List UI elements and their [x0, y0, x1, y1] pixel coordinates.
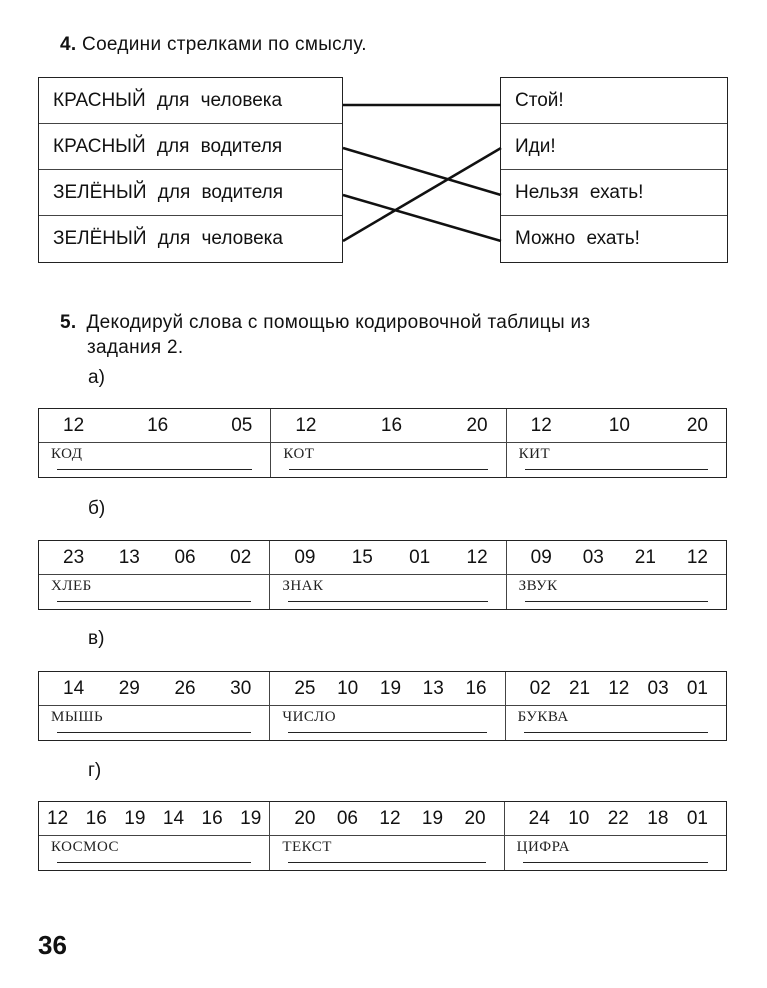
code-number: 03 — [647, 677, 669, 699]
code-numbers — [507, 541, 726, 575]
code-cell — [507, 409, 726, 477]
code-number: 20 — [294, 807, 316, 829]
answer-text[interactable]: ЧИСЛО — [282, 709, 337, 725]
code-numbers — [39, 409, 270, 443]
answer-text[interactable]: ТЕКСТ — [282, 839, 332, 855]
code-number: 12 — [47, 807, 69, 829]
answer-text[interactable]: ХЛЕБ — [51, 578, 92, 594]
code-numbers — [39, 541, 269, 575]
code-numbers — [505, 802, 726, 836]
code-number: 29 — [118, 677, 140, 699]
code-numbers — [270, 541, 505, 575]
answer-text[interactable]: ЦИФРА — [516, 839, 570, 855]
code-numbers — [270, 802, 503, 836]
code-number: 21 — [568, 677, 591, 699]
part-label: б) — [88, 498, 106, 519]
code-cell — [39, 409, 271, 477]
code-number: 10 — [568, 807, 590, 829]
code-number: 20 — [466, 414, 488, 436]
code-number: 12 — [530, 414, 552, 436]
code-number: 13 — [118, 546, 140, 568]
code-number: 22 — [607, 807, 629, 829]
connector-line — [343, 148, 501, 195]
code-number: 02 — [230, 546, 252, 568]
code-table — [38, 408, 727, 478]
code-number: 26 — [174, 677, 196, 699]
code-numbers — [506, 672, 726, 706]
code-number: 19 — [240, 807, 262, 829]
code-number: 15 — [351, 546, 373, 568]
code-number: 03 — [582, 546, 604, 568]
task5-instruction-line1: Декодируй слова с помощью кодировочной таблицы из — [86, 312, 591, 333]
answer-underline — [288, 601, 487, 602]
code-cell — [270, 541, 506, 609]
answer-text[interactable]: ЗНАК — [282, 578, 324, 594]
task5-number: 5. — [60, 312, 77, 333]
answer-text[interactable]: КОСМОС — [51, 839, 120, 855]
right-item-0[interactable]: Стой! — [501, 78, 727, 124]
code-number: 23 — [63, 546, 85, 568]
code-number: 01 — [686, 677, 708, 699]
code-number: 18 — [647, 807, 669, 829]
code-number: 19 — [124, 807, 146, 829]
code-number: 16 — [465, 677, 487, 699]
code-number: 13 — [422, 677, 444, 699]
answer-text[interactable]: КИТ — [518, 446, 551, 462]
answer-underline — [524, 732, 708, 733]
code-number: 01 — [686, 807, 708, 829]
code-number: 12 — [295, 414, 317, 436]
part-label: в) — [88, 628, 105, 649]
code-table — [38, 801, 727, 871]
code-number: 12 — [379, 807, 401, 829]
code-cell — [39, 802, 270, 870]
code-number: 12 — [608, 677, 630, 699]
code-table — [38, 671, 727, 741]
answer-text[interactable]: ЗВУК — [518, 578, 558, 594]
code-number: 02 — [529, 677, 551, 699]
code-number: 20 — [686, 414, 708, 436]
code-number: 06 — [336, 807, 358, 829]
answer-underline — [57, 862, 251, 863]
right-item-1[interactable]: Иди! — [501, 124, 727, 170]
right-item-2[interactable]: Нельзя ехать! — [501, 170, 727, 216]
code-number: 30 — [230, 677, 252, 699]
code-number: 24 — [528, 807, 550, 829]
code-number: 09 — [530, 546, 552, 568]
code-number: 20 — [464, 807, 486, 829]
left-item-3[interactable]: ЗЕЛЁНЫЙ для человека — [53, 228, 283, 249]
code-numbers — [270, 672, 504, 706]
code-number: 16 — [201, 807, 223, 829]
page-number: 36 — [38, 930, 67, 960]
task4-number: 4. — [60, 34, 77, 55]
code-cell — [271, 409, 506, 477]
answer-underline — [289, 469, 487, 470]
task4-instruction: Соедини стрелками по смыслу. — [82, 34, 367, 55]
code-number: 10 — [337, 677, 359, 699]
code-cell — [39, 672, 270, 740]
code-number: 16 — [380, 414, 403, 436]
answer-underline — [523, 862, 708, 863]
right-item-3[interactable]: Можно ехать! — [515, 228, 640, 249]
code-cell — [505, 802, 726, 870]
connector-line — [343, 195, 501, 241]
code-number: 19 — [379, 677, 402, 699]
code-number: 12 — [686, 546, 708, 568]
answer-underline — [288, 732, 486, 733]
code-number: 19 — [421, 807, 444, 829]
left-item-0[interactable]: КРАСНЫЙ для человека — [39, 78, 342, 124]
left-item-2[interactable]: ЗЕЛЁНЫЙ для водителя — [39, 170, 342, 216]
code-number: 25 — [294, 677, 316, 699]
code-numbers — [507, 409, 726, 443]
code-number: 14 — [162, 807, 185, 829]
code-numbers — [271, 409, 505, 443]
code-table — [38, 540, 727, 610]
code-cell — [506, 672, 726, 740]
code-number: 01 — [409, 546, 431, 568]
answer-underline — [57, 469, 252, 470]
code-cell — [507, 541, 726, 609]
left-item-1[interactable]: КРАСНЫЙ для водителя — [39, 124, 342, 170]
code-number: 09 — [294, 546, 316, 568]
answer-underline — [57, 601, 251, 602]
answer-underline — [57, 732, 251, 733]
answer-underline — [288, 862, 485, 863]
task5-title — [60, 312, 730, 359]
answer-text[interactable]: КОД — [51, 446, 83, 462]
task5-instruction-line2: задания 2. — [87, 337, 184, 358]
code-number: 05 — [231, 414, 253, 436]
answer-text[interactable]: БУКВА — [517, 709, 569, 725]
code-number: 12 — [466, 546, 488, 568]
code-number: 16 — [85, 807, 107, 829]
connector-line — [343, 148, 501, 241]
code-numbers — [39, 802, 269, 836]
answer-text[interactable]: МЫШЬ — [51, 709, 104, 725]
code-cell — [270, 802, 504, 870]
code-number: 10 — [608, 414, 630, 436]
code-numbers — [39, 672, 269, 706]
code-number: 12 — [63, 414, 85, 436]
part-label: а) — [88, 367, 105, 388]
code-cell — [270, 672, 505, 740]
part-label: г) — [88, 760, 102, 781]
code-number: 21 — [634, 546, 656, 568]
code-cell — [39, 541, 270, 609]
answer-text[interactable]: КОТ — [283, 446, 315, 462]
connector-lines — [0, 0, 767, 300]
code-number: 16 — [147, 414, 169, 436]
answer-underline — [525, 469, 708, 470]
code-number: 14 — [63, 677, 85, 699]
answer-underline — [525, 601, 708, 602]
code-number: 06 — [174, 546, 196, 568]
